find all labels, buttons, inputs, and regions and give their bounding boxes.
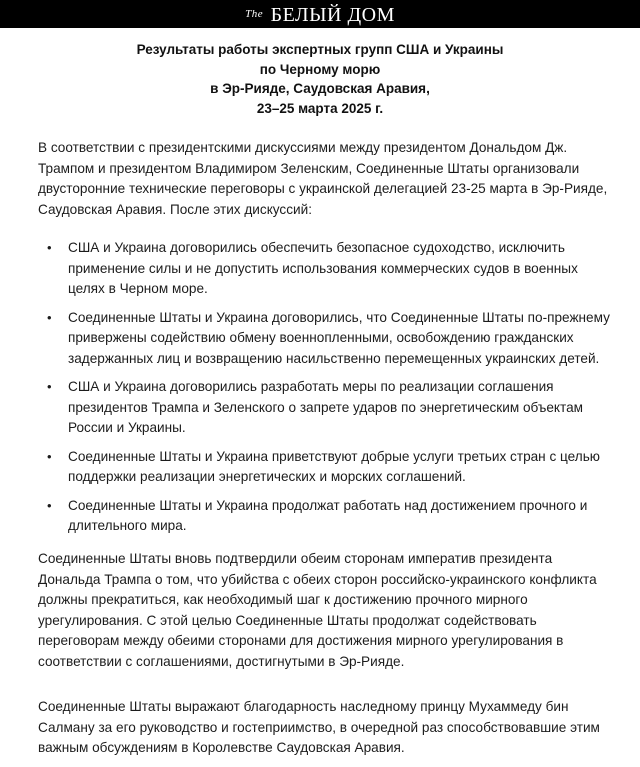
list-item — [38, 377, 613, 439]
agreements-list — [38, 238, 613, 545]
body-paragraph: Соединенные Штаты вновь подтвердили обеим сторонам императив президента Дональда Трампа о том, что убийства с обеих сторон российско-украинского конфликта должны прекратиться, как необходимый шаг к достижению прочного мирного урегулирования. С этой целью Соединенные Штаты продолжат содействовать переговорам между обеими сторонами для достижения мирного урегулирования в соответствии с соглашениями, достигнутыми в Эр-Рияде. — [38, 551, 597, 669]
bullet-icon: • — [47, 309, 52, 325]
list-item — [38, 496, 613, 537]
body-paragraph: Соединенные Штаты выражают благодарность наследному принцу Мухаммеду бин Салману за его руководство и гостеприимство, в очередной раз способствовавшие этим важным обсуждениям в Королевстве Саудовская Аравия. — [38, 699, 600, 755]
list-item-text: Соединенные Штаты и Украина договорились, что Соединенные Штаты по-прежнему привержены содействию обмену военнопленными, освобождению гражданских задержанных лиц и возвращению насильственно перемещенных украинских детей. — [68, 309, 610, 366]
list-item-text: США и Украина договорились обеспечить безопасное судоходство, исключить применение силы и не допустить использования коммерческих судов в военных целях в Черном море. — [68, 240, 578, 296]
white-house-logo[interactable] — [0, 2, 640, 27]
list-item — [38, 238, 613, 300]
list-item — [38, 308, 613, 370]
logo-prefix: The — [245, 8, 264, 20]
bullet-icon: • — [47, 379, 52, 394]
bullet-icon: • — [47, 497, 52, 513]
bullet-icon: • — [47, 448, 52, 464]
list-item-text: Соединенные Штаты и Украина приветствуют добрые услуги третьих стран с целью поддержки реализации энергетических и морских соглашений. — [68, 448, 600, 484]
document-title — [20, 40, 620, 118]
list-item — [38, 447, 613, 488]
title-line: 23–25 марта 2025 г. — [256, 100, 384, 116]
intro-paragraph: В соответствии с президентскими дискуссиями между президентом Дональдом Дж. Трампом и президентом Владимиром Зеленским, Соединенные Штаты организовали двусторонние технические переговоры с украинской делегацией 23-25 марта в Эр-Рияде, Саудовская Аравия. После этих дискуссий: — [38, 140, 608, 217]
list-item-text: Соединенные Штаты и Украина продолжат работать над достижением прочного и длительного мира. — [68, 497, 588, 533]
title-line: Результаты работы экспертных групп США и Украины — [136, 42, 504, 57]
bullet-icon: • — [47, 240, 52, 255]
header-bar — [0, 0, 640, 28]
title-line: по Черному морю — [259, 61, 381, 77]
title-line: в Эр-Рияде, Саудовская Аравия, — [210, 81, 430, 96]
list-item-text: США и Украина договорились разработать меры по реализации соглашения президентов Трампа и Зеленского о запрете ударов по энергетическим объектам России и Украины. — [68, 379, 583, 435]
logo-text: БЕЛЫЙ ДОМ — [270, 4, 395, 26]
